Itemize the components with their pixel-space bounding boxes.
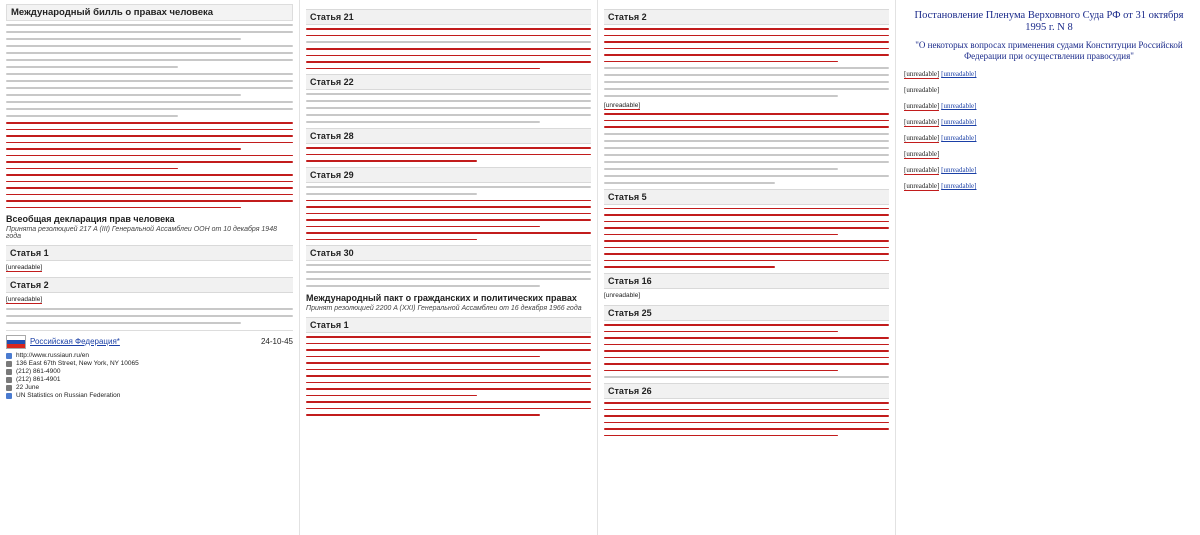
article-heading: Статья 25 [604,305,889,321]
decree-paragraph: [unreadable] [unreadable] [904,118,977,126]
article-text: [unreadable] [604,102,641,109]
decree-subtitle: "О некоторых вопросах применения судами Конституции Российской Федерации при осуществлении правосудия" [915,40,1183,61]
highlighted-intro [6,122,293,208]
article-heading: Статья 26 [604,383,889,399]
decree-paragraph: [unreadable] [unreadable] [904,134,977,142]
phone-icon [6,369,12,375]
article-heading: Статья 29 [306,167,591,183]
decree-paragraph: [unreadable] [unreadable] [904,70,977,78]
udhr-heading: Всеобщая декларация прав человека [6,214,175,224]
list-item[interactable]: http://www.russiaun.ru/en [6,352,293,360]
iccpr-heading: Международный пакт о гражданских и политических правах [306,293,577,303]
constitution-link[interactable]: [unreadable] [941,70,977,78]
article-text: [unreadable] [604,291,641,299]
article-link[interactable]: [unreadable] [941,182,977,190]
udhr-subtitle: Принята резолюцией 217 A (III) Генеральной Ассамблеи ООН от 10 декабря 1948 года [6,226,277,240]
globe-icon [6,353,12,359]
decree-paragraph: [unreadable] [unreadable] [904,102,977,110]
column-supreme-court-decree [896,0,1200,535]
decree-paragraph: [unreadable] [unreadable] [904,166,977,174]
article-heading: Статья 1 [6,245,293,261]
country-link[interactable]: Российская Федерация* [30,336,120,346]
list-item: 136 East 67th Street, New York, NY 10065 [6,360,293,368]
list-item: (212) 861-4900 [6,368,293,376]
article-heading: Статья 22 [306,74,591,90]
article-heading: Статья 30 [306,245,591,261]
column-iccpr-articles [598,0,896,535]
article-link[interactable]: [unreadable] [941,102,977,110]
article-heading: Статья 28 [306,128,591,144]
article-heading: Статья 2 [6,277,293,293]
country-info-list [6,352,293,400]
article-heading: Статья 16 [604,273,889,289]
russia-flag-icon [6,335,26,349]
article-text: [unreadable] [6,296,43,304]
list-item: 22 June [6,384,293,392]
article-link[interactable]: [unreadable] [941,134,977,142]
decree-paragraph: [unreadable] [904,150,940,158]
iccpr-subtitle: Принят резолюцией 2200 A (XXI) Генеральной Ассамблеи от 16 декабря 1966 года [306,305,582,312]
calendar-icon [6,385,12,391]
decree-title: Постановление Пленума Верховного Суда РФ от 31 октября 1995 г. N 8 [914,10,1184,33]
article-link[interactable]: [unreadable] [941,118,977,126]
location-icon [6,361,12,367]
decree-paragraph: [unreadable] [904,86,940,94]
chart-icon [6,393,12,399]
article-heading: Статья 1 [306,317,591,333]
article-heading: Статья 2 [604,9,889,25]
page-title: Международный билль о правах человека [6,4,293,21]
article-heading: Статья 21 [306,9,591,25]
article-heading: Статья 5 [604,189,889,205]
list-item: (212) 861-4901 [6,376,293,384]
article-text: [unreadable] [6,264,43,271]
column-udhr-articles [300,0,598,535]
fax-icon [6,377,12,383]
article-link[interactable]: [unreadable] [941,166,977,174]
column-international-bill [0,0,300,535]
country-card [6,330,293,400]
membership-date: 24-10-45 [260,337,293,347]
decree-paragraph: [unreadable] [unreadable] [904,182,977,190]
list-item[interactable]: UN Statistics on Russian Federation [6,392,293,400]
intro-text [6,24,293,117]
